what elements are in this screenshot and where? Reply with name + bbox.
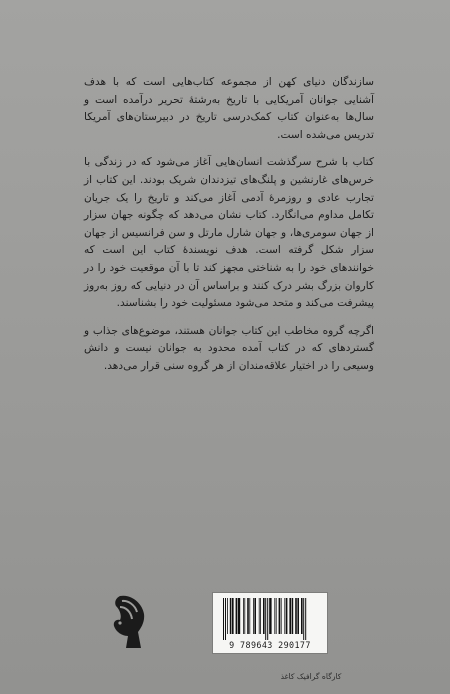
barcode-bars [221,598,321,640]
isbn-number: 9 789643 290177 [229,640,311,650]
blurb-paragraph-1: سازندگان دنیای کهن از مجموعه کتاب‌هایی است که با هدف آشنایی جوانان آمریکایی با تاریخ به‌رشتهٔ تحریر درآمده است و سال‌ها به‌عنوان کتاب کمک‌درسی تاریخ در دبیرستان‌های آمریکا تدریس می‌شده است. [84,76,374,141]
horse-head-logo-icon [108,592,150,652]
blurb-paragraph-3: اگرچه گروه مخاطب این کتاب جوانان هستند، موضوع‌های جذاب و گستردهای که در کتاب آمده محدود به جوانان نیست و دانش وسیعی را در اختیار علاقه‌مندان از هر گروه سنی قرار می‌دهد. [84,324,374,372]
isbn-barcode [212,592,328,654]
blurb-paragraph-2: کتاب با شرح سرگذشت انسان‌هایی آغاز می‌شود که در زندگی با خرس‌های غارنشین و پلنگ‌های تیزدندان شریک بودند. این کتاب از تجارب عادی و روزمرهٔ آدمی آغاز می‌کند و تاریخ را یک جریان تکامل مداوم می‌انگارد. کتاب نشان می‌دهد که چگونه جهان سزار از جهان سومری‌ها، و جهان شارل مارتل و سن فرانسیس از جهان سزار شکل گرفته است. هدف نویسندهٔ کتاب این است که خوانندهای خود را به شناختی مجهز کند تا با آن موقعیت خود را در کاروان بزرگ بشر درک کنند و براساس آن در دنیایی که روز به‌روز پیشرفت می‌کند و متحد می‌شود مسئولیت خود را بشناسند. [84,156,374,310]
blurb-text [84,74,374,386]
design-credit: کارگاه گرافیک کاغذ [280,672,342,681]
